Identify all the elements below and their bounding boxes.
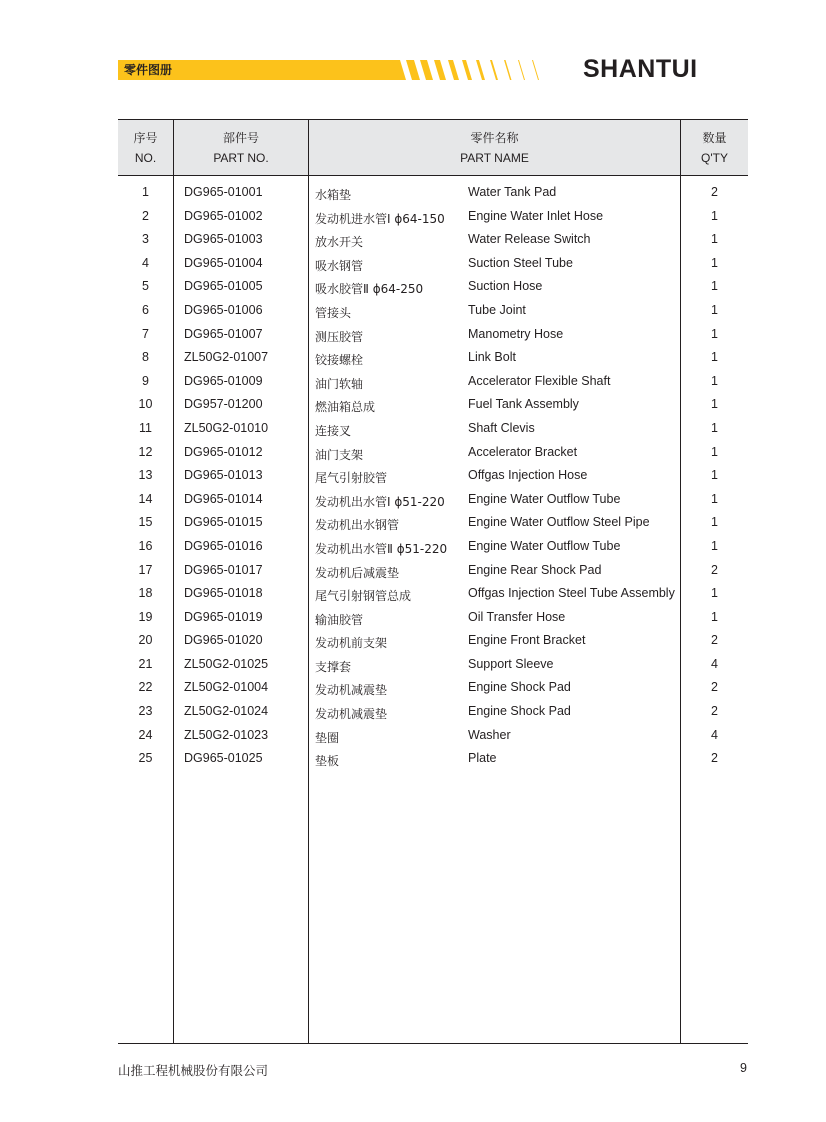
table-row (0, 204, 826, 228)
table-row (0, 534, 826, 558)
cell-name-zh: 连接叉 (315, 423, 352, 438)
cell-qty: 1 (711, 232, 718, 247)
cell-part-no: ZL50G2-01024 (184, 704, 269, 719)
cell-part-no: DG965-01009 (184, 373, 263, 388)
cell-name-zh: 铰接螺栓 (315, 353, 364, 368)
cell-part-no: DG965-01013 (184, 468, 263, 483)
cell-name-en: Manometry Hose (468, 326, 564, 341)
cell-qty: 1 (711, 491, 718, 506)
table-row (0, 369, 826, 393)
cell-no: 8 (142, 350, 149, 365)
cell-part-no: ZL50G2-01004 (184, 680, 269, 695)
cell-no: 15 (138, 515, 153, 530)
cell-part-no: DG965-01020 (184, 633, 263, 648)
cell-name-zh: 放水开关 (315, 235, 364, 250)
cell-name-zh: 发动机减震垫 (315, 707, 388, 722)
cell-qty: 4 (711, 727, 718, 742)
cell-no: 13 (138, 468, 153, 483)
table-row (0, 746, 826, 770)
table-row (0, 628, 826, 652)
cell-name-zh: 尾气引射胶管 (315, 471, 388, 486)
cell-qty: 4 (711, 656, 718, 671)
table-row (0, 298, 826, 322)
page-number: 9 (740, 1061, 747, 1075)
decorative-stripes (392, 60, 552, 80)
cell-name-en: Oil Transfer Hose (468, 609, 566, 624)
table-row (0, 227, 826, 251)
cell-name-zh: 发动机后减震垫 (315, 565, 400, 580)
cell-name-en: Engine Shock Pad (468, 680, 571, 695)
cell-part-no: ZL50G2-01025 (184, 656, 269, 671)
cell-name-en: Engine Rear Shock Pad (468, 562, 602, 577)
cell-no: 2 (142, 208, 149, 223)
cell-part-no: ZL50G2-01023 (184, 727, 269, 742)
cell-name-en: Engine Water Outflow Tube (468, 491, 621, 506)
cell-part-no: DG965-01015 (184, 515, 263, 530)
cell-name-en: Link Bolt (468, 350, 516, 365)
cell-name-en: Washer (468, 727, 511, 742)
cell-name-en: Engine Water Outflow Tube (468, 538, 621, 553)
cell-name-en: Tube Joint (468, 302, 526, 317)
cell-no: 19 (138, 609, 153, 624)
table-row (0, 487, 826, 511)
column-header-part-no: 部件号 PART NO. (213, 131, 269, 165)
company-name: 山推工程机械股份有限公司 (118, 1063, 269, 1078)
cell-qty: 1 (711, 444, 718, 459)
cell-name-en: Accelerator Bracket (468, 444, 578, 459)
cell-name-en: Plate (468, 751, 497, 766)
cell-part-no: DG965-01014 (184, 491, 263, 506)
cell-qty: 1 (711, 302, 718, 317)
cell-qty: 1 (711, 515, 718, 530)
table-header-rule (118, 175, 748, 176)
cell-qty: 1 (711, 468, 718, 483)
column-header-no: 序号 NO. (133, 131, 158, 165)
cell-part-no: ZL50G2-01007 (184, 350, 269, 365)
column-header-qty: 数量 Q'TY (701, 131, 728, 165)
cell-qty: 1 (711, 373, 718, 388)
cell-name-en: Water Release Switch (468, 232, 591, 247)
cell-name-en: Suction Steel Tube (468, 255, 573, 270)
cell-name-en: Engine Front Bracket (468, 633, 586, 648)
cell-name-zh: 水箱垫 (315, 188, 352, 202)
brand-logo-text: SHANTUI (583, 55, 698, 83)
table-row (0, 463, 826, 487)
table-row (0, 440, 826, 464)
cell-name-zh: 管接头 (315, 305, 352, 320)
cell-name-zh: 发动机减震垫 (315, 683, 388, 698)
table-row (0, 392, 826, 416)
cell-name-zh: 测压胶管 (315, 329, 364, 344)
table-row (0, 723, 826, 747)
cell-part-no: DG965-01005 (184, 279, 263, 294)
cell-name-en: Water Tank Pad (468, 185, 557, 199)
cell-no: 5 (142, 279, 149, 294)
cell-no: 12 (138, 444, 153, 459)
cell-name-en: Fuel Tank Assembly (468, 397, 579, 412)
table-row (0, 322, 826, 346)
cell-qty: 1 (711, 538, 718, 553)
cell-name-en: Support Sleeve (468, 656, 554, 671)
cell-qty: 1 (711, 609, 718, 624)
cell-no: 17 (138, 562, 153, 577)
cell-name-zh: 发动机出水管Ⅰ ϕ51-220 (315, 494, 445, 509)
cell-qty: 1 (711, 586, 718, 601)
cell-no: 24 (138, 727, 153, 742)
section-title: 零件图册 (124, 63, 173, 77)
cell-part-no: DG965-01003 (184, 232, 263, 247)
parts-table-body (0, 180, 826, 770)
cell-name-en: Accelerator Flexible Shaft (468, 373, 611, 388)
table-row (0, 652, 826, 676)
cell-name-en: Shaft Clevis (468, 420, 535, 435)
cell-part-no: DG965-01006 (184, 302, 263, 317)
cell-name-zh: 尾气引射钢管总成 (315, 589, 412, 604)
cell-name-zh: 输油胶管 (315, 612, 364, 627)
table-row (0, 675, 826, 699)
cell-name-en: Engine Shock Pad (468, 704, 571, 719)
cell-qty: 2 (711, 562, 718, 577)
cell-no: 1 (142, 185, 149, 199)
cell-qty: 2 (711, 704, 718, 719)
table-row (0, 274, 826, 298)
cell-qty: 1 (711, 255, 718, 270)
cell-qty: 1 (711, 420, 718, 435)
cell-part-no: DG965-01016 (184, 538, 263, 553)
table-row (0, 510, 826, 534)
cell-qty: 2 (711, 633, 718, 648)
cell-name-zh: 发动机前支架 (315, 636, 388, 651)
cell-no: 23 (138, 704, 153, 719)
cell-no: 4 (142, 255, 149, 270)
cell-name-zh: 发动机进水管Ⅰ ϕ64-150 (315, 211, 445, 226)
cell-qty: 1 (711, 279, 718, 294)
cell-no: 10 (138, 397, 153, 412)
cell-no: 9 (142, 373, 149, 388)
cell-name-zh: 油门软轴 (315, 376, 364, 391)
cell-name-en: Engine Water Outflow Steel Pipe (468, 515, 650, 530)
cell-no: 11 (139, 420, 152, 435)
cell-no: 22 (138, 680, 153, 695)
cell-part-no: DG957-01200 (184, 397, 263, 412)
cell-no: 7 (142, 326, 149, 341)
cell-qty: 1 (711, 208, 718, 223)
cell-name-en: Suction Hose (468, 279, 543, 294)
cell-name-en: Offgas Injection Hose (468, 468, 588, 483)
cell-name-zh: 垫圈 (315, 730, 340, 745)
table-row (0, 699, 826, 723)
table-top-rule (118, 119, 748, 120)
cell-no: 25 (138, 751, 153, 766)
cell-qty: 2 (711, 185, 718, 199)
cell-no: 3 (142, 232, 149, 247)
cell-name-zh: 油门支架 (315, 447, 364, 462)
cell-name-zh: 吸水胶管Ⅱ ϕ64-250 (315, 282, 424, 297)
table-bottom-rule (118, 1043, 748, 1044)
cell-qty: 2 (711, 680, 718, 695)
cell-name-zh: 燃油箱总成 (315, 400, 376, 415)
table-row (0, 251, 826, 275)
cell-part-no: DG965-01004 (184, 255, 263, 270)
cell-no: 20 (138, 633, 153, 648)
cell-part-no: DG965-01018 (184, 586, 263, 601)
cell-part-no: ZL50G2-01010 (184, 420, 269, 435)
table-row (0, 558, 826, 582)
cell-no: 6 (142, 302, 149, 317)
cell-qty: 2 (711, 751, 718, 766)
cell-no: 18 (138, 586, 153, 601)
cell-name-en: Engine Water Inlet Hose (468, 208, 604, 223)
cell-no: 21 (138, 656, 153, 671)
table-row (0, 581, 826, 605)
table-row (0, 180, 826, 204)
cell-no: 14 (138, 491, 153, 506)
cell-no: 16 (138, 538, 153, 553)
cell-part-no: DG965-01019 (184, 609, 263, 624)
table-row (0, 605, 826, 629)
table-row (0, 416, 826, 440)
cell-qty: 1 (711, 326, 718, 341)
cell-part-no: DG965-01002 (184, 208, 263, 223)
column-header-part-name: 零件名称 PART NAME (460, 131, 529, 165)
cell-part-no: DG965-01001 (184, 185, 263, 199)
cell-part-no: DG965-01017 (184, 562, 263, 577)
cell-name-zh: 发动机出水钢管 (315, 518, 400, 533)
cell-name-zh: 发动机出水管Ⅱ ϕ51-220 (315, 541, 448, 556)
cell-part-no: DG965-01007 (184, 326, 263, 341)
cell-qty: 1 (711, 397, 718, 412)
cell-name-zh: 支撑套 (315, 659, 352, 674)
cell-part-no: DG965-01025 (184, 751, 263, 766)
cell-name-zh: 吸水钢管 (315, 258, 364, 273)
brand-logo (583, 54, 698, 84)
table-row (0, 345, 826, 369)
cell-qty: 1 (711, 350, 718, 365)
cell-part-no: DG965-01012 (184, 444, 263, 459)
cell-name-en: Offgas Injection Steel Tube Assembly (468, 586, 675, 601)
cell-name-zh: 垫板 (315, 754, 340, 769)
